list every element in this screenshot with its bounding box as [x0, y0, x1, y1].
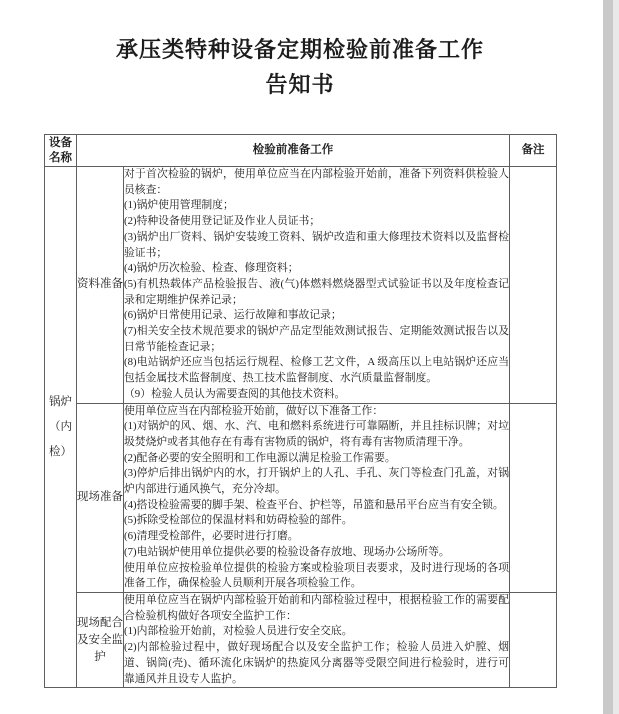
- paragraph: (2)特种设备使用登记证及作业人员证书；: [124, 215, 321, 228]
- paragraph: (6)锅炉日常使用记录、运行故障和事故记录；: [124, 309, 342, 322]
- paragraph: (2)配备必要的安全照明和工作电源以满足检验工作需要。: [124, 451, 396, 464]
- remark-cell-materials: [510, 167, 557, 404]
- header-prep-work: 检验前准备工作: [77, 135, 510, 167]
- content-cell-materials: [124, 167, 510, 404]
- remark-cell-safety: [510, 592, 557, 687]
- paragraph: (2)内部检验过程中，做好现场配合以及安全监护工作；检验人员进入炉膛、烟道、锅筒(壳)、循环流化床锅炉的热旋风分离器等受限空间进行检验时，进行可靠通风并且设专人监护。: [124, 641, 509, 685]
- remark-cell-site-prep: [510, 403, 557, 592]
- paragraph: (1)锅炉使用管理制度；: [124, 199, 234, 212]
- paragraph: (8)电站锅炉还应当包括运行规程、检修工艺文件，A 级高压以上电站锅炉还应当包括金属技术监督制度、热工技术监督制度、水汽质量监督制度。: [124, 356, 509, 385]
- paragraph: 使用单位应当在内部检验开始前，做好以下准备工作：: [124, 404, 384, 417]
- paragraph: (7)相关安全技术规范要求的锅炉产品定型能效测试报告、定期能效测试报告以及日常节能检查记录；: [124, 325, 509, 353]
- preparation-table: [44, 134, 557, 688]
- page-edge-shadow: [603, 0, 613, 714]
- paragraph: (4)搭设检验需要的脚手架、检查平台、护栏等，吊篮和悬吊平台应当有安全锁。: [124, 498, 504, 511]
- paragraph: (7)电站锅炉使用单位提供必要的检验设备存放地、现场办公场所等。: [124, 545, 450, 558]
- page-edge-outer: [613, 0, 619, 714]
- equipment-name-cell: 锅炉（内检）: [45, 167, 77, 688]
- table-row-materials: [45, 167, 557, 404]
- title-line-2: 告知书: [265, 72, 335, 97]
- table-row-site-prep: [45, 403, 557, 592]
- document-title: [20, 0, 580, 102]
- table-header-row: [45, 135, 557, 167]
- content-cell-safety: [124, 592, 510, 687]
- paragraph: 使用单位应当在锅炉内部检验开始前和内部检验过程中，根据检验工作的需要配合检验机构做好各项安全监护工作：: [124, 593, 509, 622]
- paragraph: (1)对锅炉的风、烟、水、汽、电和燃料系统进行可靠隔断，并且挂标识牌；对垃圾焚烧炉或者其他存在有毒有害物质的锅炉，将有毒有害物质清理干净。: [124, 420, 509, 448]
- paragraph: 对于首次检验的锅炉，使用单位应当在内部检验开始前，准备下列资料供检验人员核查：: [124, 168, 509, 196]
- title-line-1: 承压类特种设备定期检验前准备工作: [115, 37, 484, 62]
- category-cell-safety: 现场配合及安全监护: [77, 592, 124, 687]
- paragraph: (6)清理受检部件，必要时进行打磨。: [124, 530, 299, 543]
- paragraph: (4)锅炉历次检验、检查、修理资料；: [124, 262, 299, 275]
- paragraph: (5)有机热载体产品检验报告、液(气)体燃料燃烧器型式试验证书以及年度检查记录和定期维护保养记录；: [124, 277, 509, 306]
- category-cell-site-prep: 现场准备: [77, 403, 124, 592]
- content-cell-site-prep: [124, 403, 510, 592]
- paragraph: (3)停炉后排出锅炉内的水，打开锅炉上的人孔、手孔、灰门等检查门孔盖，对锅炉内部进行通风换气，充分冷却。: [124, 467, 509, 496]
- paragraph: (5)拆除受检部位的保温材料和妨碍检验的部件。: [124, 514, 353, 527]
- header-equipment-name: 设备名称: [45, 135, 77, 167]
- header-remarks: 备注: [510, 135, 557, 167]
- category-cell-materials: 资料准备: [77, 167, 124, 404]
- table-row-safety: [45, 592, 557, 687]
- paragraph: （9）检验人员认为需要查阅的其他技术资料。: [124, 387, 346, 400]
- paragraph: (1)内部检验开始前，对检验人员进行安全交底。: [124, 625, 353, 638]
- paragraph: (3)锅炉出厂资料、锅炉安装竣工资料、锅炉改造和重大修理技术资料以及监督检验证书；: [124, 230, 509, 259]
- paragraph: 使用单位应按检验单位提供的检验方案或检验项目表要求，及时进行现场的各项准备工作，确保检验人员顺利开展各项检验工作。: [124, 561, 509, 590]
